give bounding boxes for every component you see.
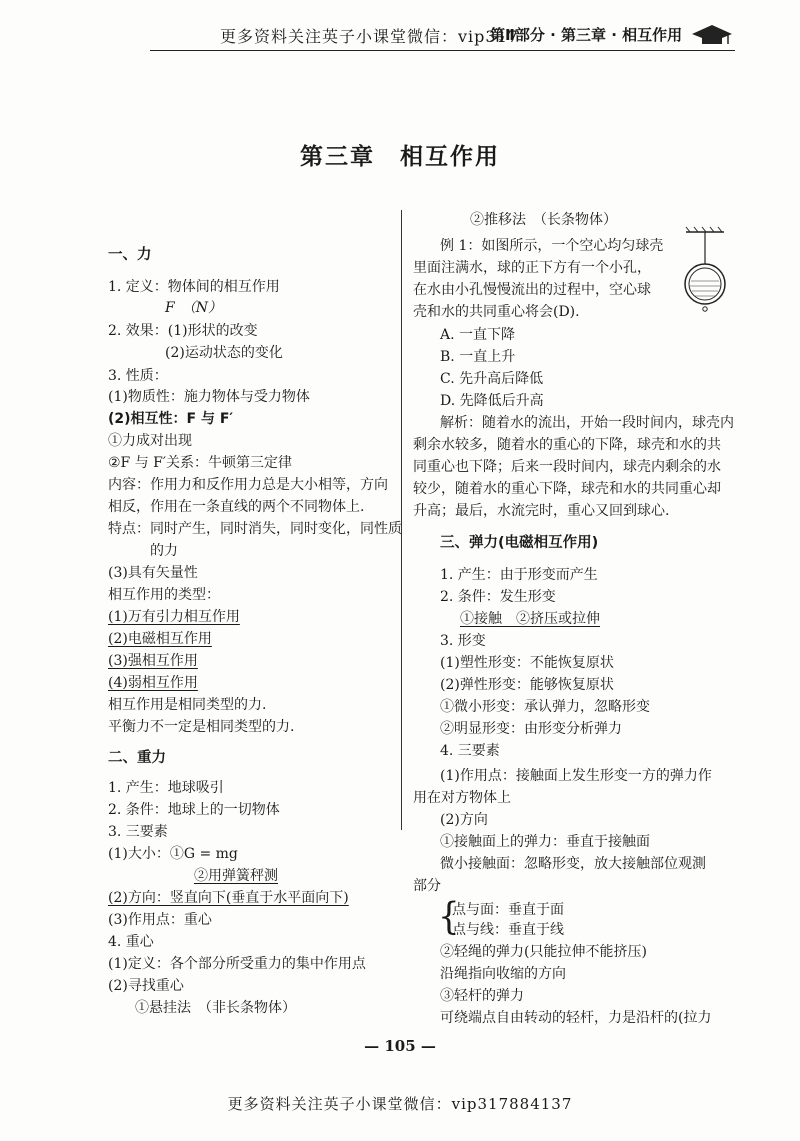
text-line: (3)具有矢量性 (108, 565, 198, 581)
text-line: 在水由小孔慢慢流出的过程中，空心球 (413, 282, 651, 298)
text-line: ①接触面上的弹力：垂直于接触面 (440, 834, 650, 850)
text-line: (1)塑性形变：不能恢复原状 (440, 655, 614, 671)
text-line: F （N） (165, 300, 222, 316)
text-line: 相互作用是相同类型的力. (108, 697, 267, 713)
text-line: (2)弹性形变：能够恢复原状 (440, 677, 614, 693)
text-line: 平衡力不一定是相同类型的力. (108, 719, 295, 735)
text-line: ①力成对出现 (108, 433, 192, 449)
header-rule (150, 50, 735, 51)
text-line: 部分 (413, 878, 441, 894)
text-line: ①微小形变：承认弹力，忽略形变 (440, 699, 650, 715)
section-heading-elastic: 三、弹力(电磁相互作用) (440, 535, 599, 551)
text-line: 特点：同时产生，同时消失，同时变化，同性质 (108, 521, 402, 537)
text-line: 沿绳指向收缩的方向 (440, 966, 566, 982)
text-line: ②轻绳的弹力(只能拉伸不能挤压) (440, 944, 647, 960)
text-line: ①接触 ②挤压或拉伸 (460, 611, 600, 627)
text-line: ②F 与 F′关系：牛顿第三定律 (108, 455, 293, 471)
text-line: (1)作用点：接触面上发生形变一方的弹力作 (440, 768, 712, 784)
text-line: 较少，随着水的重心下降，球壳和水的共同重心却 (413, 481, 721, 497)
text-line: 2. 效果：(1)形状的改变 (108, 323, 258, 339)
text-line: 里面注满水，球的正下方有一个小孔， (413, 260, 651, 276)
text-line: 点与面：垂直于面 (452, 902, 564, 918)
text-line: 相互作用的类型： (108, 587, 220, 603)
option-b: B. 一直上升 (440, 349, 516, 365)
text-line: (2)相互性：F 与 F′ (108, 411, 234, 427)
text-line: 微小接触面：忽略形变，放大接触部位观測 (440, 856, 706, 872)
text-line: 3. 性质： (108, 368, 168, 384)
text-line: 升高；最后，水流完时，重心又回到球心. (413, 503, 670, 519)
text-line: 3. 三要素 (108, 824, 168, 840)
text-line: 1. 产生：地球吸引 (108, 780, 224, 796)
text-line: 的力 (150, 543, 178, 559)
text-line: ②推移法 （长条物体） (470, 212, 617, 228)
text-line: (3)作用点：重心 (108, 912, 212, 928)
analysis-text: 解析：随着水的流出，开始一段时间内，球壳内 (440, 415, 734, 431)
text-line: ③轻杆的弹力 (440, 988, 524, 1004)
text-line: (2)运动状态的变化 (165, 345, 283, 361)
hanging-sphere-figure (680, 226, 730, 316)
text-line: 1. 产生：由于形变而产生 (440, 567, 598, 583)
text-line: (1)大小：①G = mg (108, 846, 238, 862)
header-watermark-text: 更多资料关注英子小课堂微信：vip317 (220, 27, 519, 46)
section-heading-force: 一、力 (108, 247, 152, 263)
text-line: 相反，作用在一条直线的两个不同物体上. (108, 499, 365, 515)
option-a: A. 一直下降 (440, 327, 516, 343)
text-line: 2. 条件：发生形变 (440, 589, 556, 605)
text-line: 剩余水较多，随着水的重心的下降，球壳和水的共 (413, 437, 721, 453)
example-heading: 例 1：如图所示，一个空心均匀球壳 (440, 238, 664, 254)
text-line: (3)强相互作用 (108, 653, 198, 669)
page-number: — 105 — (364, 1037, 436, 1055)
text-line: (2)寻找重心 (108, 978, 184, 994)
text-line: (1)定义：各个部分所受重力的集中作用点 (108, 956, 366, 972)
footer-watermark-text: 更多资料关注英子小课堂微信：vip317884137 (227, 1095, 573, 1113)
text-line: 可绕端点自由转动的轻杆，力是沿杆的(拉力 (440, 1010, 712, 1026)
chapter-title: 第三章 相互作用 (300, 144, 500, 170)
text-line: (2)方向：竖直向下(垂直于水平面向下) (108, 890, 349, 906)
text-line: (1)万有引力相互作用 (108, 609, 240, 625)
text-line: 同重心也下降；后来一段时间内，球壳内剩余的水 (413, 459, 721, 475)
text-line: (1)物质性：施力物体与受力物体 (108, 389, 310, 405)
text-line: ①悬挂法 （非长条物体） (135, 1000, 296, 1016)
brace-symbol: { (438, 895, 460, 939)
text-line: 1. 定义：物体间的相互作用 (108, 279, 280, 295)
option-d: D. 先降低后升高 (440, 393, 544, 409)
text-line: 内容：作用力和反作用力总是大小相等，方向 (108, 477, 388, 493)
text-line: (2)方向 (440, 812, 488, 828)
text-line: (2)电磁相互作用 (108, 631, 212, 647)
text-line: ②用弹簧秤测 (194, 868, 278, 884)
text-line: ②明显形变：由形变分析弹力 (440, 721, 622, 737)
header-section-title: 第Ⅱ部分 · 第三章 · 相互作用 (490, 26, 683, 44)
text-line: 4. 重心 (108, 934, 154, 950)
text-line: 4. 三要素 (440, 743, 500, 759)
text-line: (4)弱相互作用 (108, 675, 198, 691)
text-line: 用在对方物体上 (413, 790, 511, 806)
text-line: 壳和水的共同重心将会(D). (413, 304, 580, 320)
graduation-cap-icon (690, 20, 734, 50)
text-line: 3. 形变 (440, 633, 486, 649)
section-heading-gravity: 二、重力 (108, 750, 166, 766)
text-line: 点与线：垂直于线 (452, 922, 564, 938)
text-line: 2. 条件：地球上的一切物体 (108, 802, 280, 818)
option-c: C. 先升高后降低 (440, 371, 544, 387)
